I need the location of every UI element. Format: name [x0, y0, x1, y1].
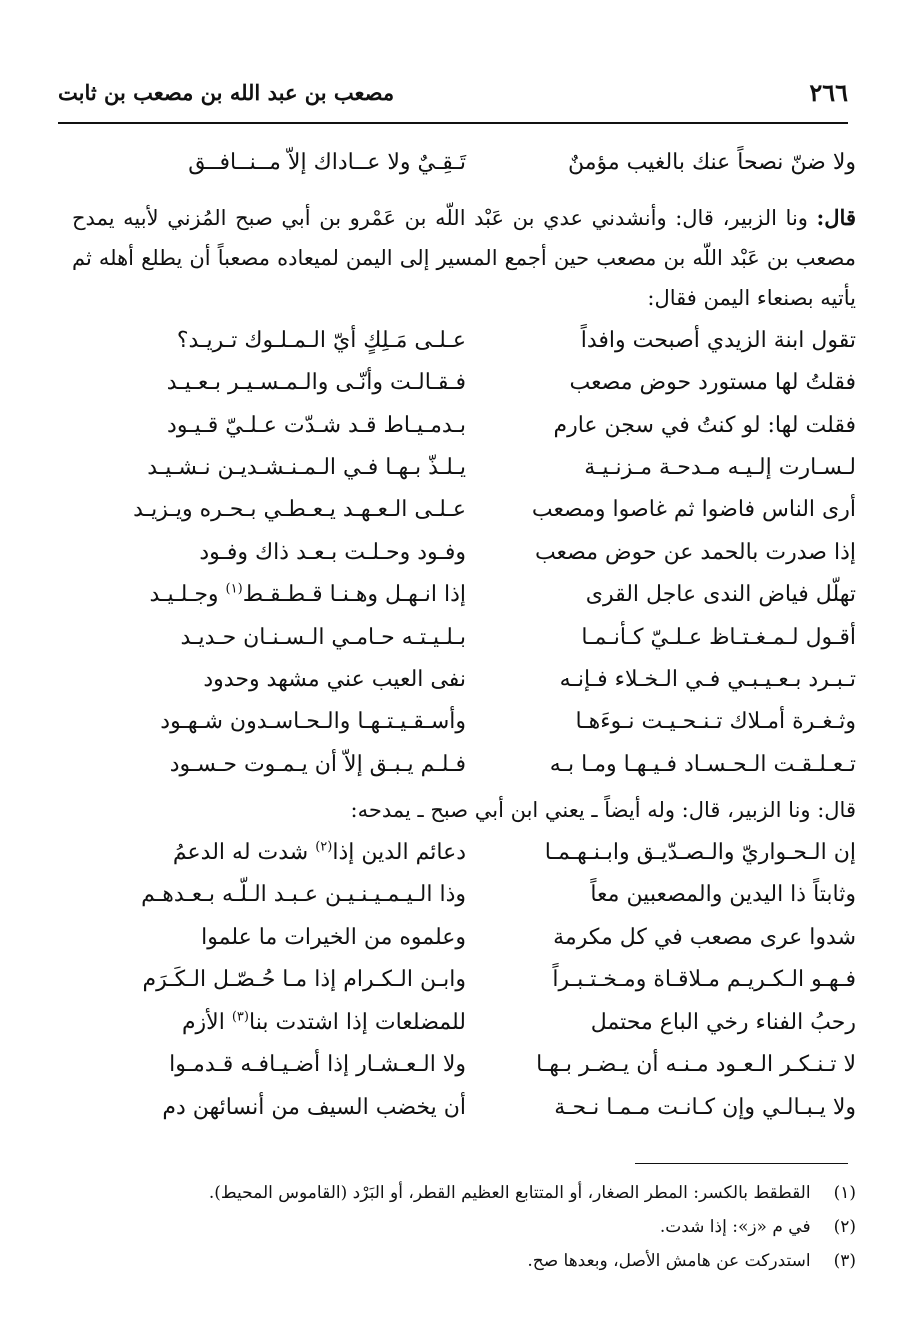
poem1-verse	[136, 709, 856, 749]
verse-second-hemistich: بـدمـيـاط قـد شـدّت عـلـيّ قـيـود	[167, 413, 466, 438]
verse-second-hemistich: وأسـقـيـتـهـا والـحـاسـدون شـهـود	[160, 709, 466, 734]
footnote-text: استدركت عن هامش الأصل، وبعدها صح.	[527, 1251, 811, 1271]
verse-first-hemistich: ولا ضنّ نصحاً عنك بالغيب مؤمنٌ	[567, 150, 856, 175]
verse-first-hemistich: وثابتاً ذا اليدين والمصعبين معاً	[590, 882, 856, 907]
verse-second-hemistich: نفى العيب عني مشهد وحدود	[203, 667, 466, 692]
poem2-verse	[136, 925, 856, 965]
footnote-number: (٢)	[833, 1217, 856, 1237]
poem2-verse	[136, 1010, 856, 1050]
poem2-verse	[136, 840, 856, 880]
verse-second-hemistich	[136, 1010, 466, 1035]
intro-text: ونا الزبير، قال: وأنشدني عدي بن عَبْد اللّه بن عَمْرو بن أبي صبح المُزني لأبيه يمدح مصعب بن عَبْد اللّه بن مصعب حين أجمع المسير إلى اليمن لميعاده مصعباً أن يطلع أهله ثم يأتيه بصنعاء اليمن فقال:	[72, 206, 856, 310]
poem1-verse	[136, 667, 856, 707]
footnote-number: (١)	[833, 1183, 856, 1203]
poem1-verse	[136, 625, 856, 665]
verse-first-hemistich: لا تـنـكـر الـعـود مـنـه أن يـضـر بـهـا	[536, 1052, 856, 1077]
verse-second-hemistich: وابـن الـكـرام إذا مـا حُـصّـل الـكَـرَم	[142, 967, 466, 992]
verse-first-hemistich: تـبـرد بـعـيـبـي فـي الـخـلاء فـإنـه	[559, 667, 856, 692]
hemistich-text: للمضلعات إذا اشتدت بنا	[248, 1010, 466, 1035]
opening-verse	[136, 150, 856, 190]
poem1-verse	[136, 413, 856, 453]
footnote-number: (٣)	[833, 1251, 856, 1271]
verse-first-hemistich: فقلتُ لها مستورد حوض مصعب	[569, 370, 856, 395]
footnote-marker[interactable]: (٣)	[231, 1009, 249, 1025]
verse-second-hemistich: فـلـم يـبـق إلاّ أن يـمـوت حـسـود	[169, 752, 466, 777]
poem1-verse	[136, 540, 856, 580]
verse-second-hemistich: فـقـالـت وأنّـى والـمـسـيـر بـعـيـد	[166, 370, 466, 395]
poem2-verse	[136, 1095, 856, 1135]
footnote	[72, 1210, 856, 1244]
poem2-verse	[136, 1052, 856, 1092]
footnote-divider	[635, 1163, 848, 1164]
header-divider	[58, 122, 848, 124]
verse-second-hemistich: وعلموه من الخيرات ما علموا	[201, 925, 466, 950]
poem2-verse	[136, 882, 856, 922]
verse-first-hemistich: ولا يـبـالـي وإن كـانـت مـمـا نـحـة	[554, 1095, 856, 1120]
footnote	[72, 1176, 856, 1210]
verse-second-hemistich: وفـود وحـلـت بـعـد ذاك وفـود	[199, 540, 466, 565]
intro-paragraph	[72, 198, 856, 318]
page-header	[58, 78, 848, 118]
footnote-text: في م «ز»: إذا شدت.	[659, 1217, 811, 1237]
verse-second-hemistich: عـلـى الـعـهـد يـعـطـي بـحـره ويـزيـد	[133, 497, 466, 522]
verse-first-hemistich: تقول ابنة الزيدي أصبحت وافداً	[580, 328, 856, 353]
intro-lead: قال:	[816, 205, 856, 230]
poem1-verse	[136, 328, 856, 368]
verse-first-hemistich: فـهـو الـكـريـم مـلاقـاة ومـخـتـبـراً	[552, 967, 856, 992]
verse-first-hemistich: شدوا عرى مصعب في كل مكرمة	[553, 925, 856, 950]
verse-second-hemistich	[136, 840, 466, 865]
intro2-paragraph	[72, 792, 856, 828]
poem1-verse	[133, 497, 856, 537]
page-number: ٢٦٦	[809, 78, 848, 107]
verse-first-hemistich: إذا صدرت بالحمد عن حوض مصعب	[534, 540, 856, 565]
verse-first-hemistich: تهلّل فياض الندى عاجل القرى	[585, 582, 856, 607]
verse-second-hemistich: ولا الـعـشـار إذا أضـيـافـه قـدمـوا	[169, 1052, 466, 1077]
verse-first-hemistich: أرى الناس فاضوا ثم غاصوا ومصعب	[531, 497, 856, 522]
verse-second-hemistich: أن يخضب السيف من أنسائهن دم	[162, 1095, 466, 1120]
verse-second-hemistich: بـلـيـتـه حـامـي الـسـنـان حـديـد	[180, 625, 466, 650]
hemistich-text: الأزم	[181, 1010, 232, 1035]
running-title: مصعب بن عبد الله بن مصعب بن ثابت	[58, 80, 395, 105]
footnote-text: القطقط بالكسر: المطر الصغار، أو المتتابع العظيم القطر، أو البَرْد (القاموس المحيط).	[208, 1183, 811, 1203]
poem1-verse	[136, 582, 856, 622]
verse-first-hemistich: رحبُ الفناء رخي الباع محتمل	[590, 1010, 856, 1035]
verse-first-hemistich: وثـغـرة أمـلاك تـنـحـيـت نـوءَهـا	[575, 709, 856, 734]
verse-second-hemistich: عـلـى مَـلِكٍ أيّ الـمـلـوك تـريـد؟	[176, 328, 466, 353]
verse-first-hemistich: أقـول لـمـغـتـاظ عـلـيّ كـأنـمـا	[581, 625, 856, 650]
footnote	[72, 1244, 856, 1278]
verse-first-hemistich: إن الـحـواريّ والـصـدّيـق وابـنـهـمـا	[544, 840, 856, 865]
footnote-marker[interactable]: (٢)	[315, 839, 333, 855]
verse-second-hemistich	[136, 582, 466, 607]
hemistich-text: شدت له الدعمُ	[172, 840, 316, 865]
verse-first-hemistich: تـعـلـقـت الـحـسـاد فـيـهـا ومـا بـه	[549, 752, 856, 777]
verse-second-hemistich: وذا الـيـمـيـنـيـن عـبـد الـلّـه بـعـدهـم	[141, 882, 466, 907]
hemistich-text: وجـلـيـد	[149, 582, 226, 607]
poem1-verse	[136, 370, 856, 410]
footnotes	[72, 1176, 856, 1278]
verse-second-hemistich: تَـقِـيٌ ولا عــاداك إلاّ مــنــافــق	[188, 150, 466, 175]
hemistich-text: إذا انـهـل وهـنـا قـطـقـط	[242, 582, 466, 607]
intro2-text: قال: ونا الزبير، قال: وله أيضاً ـ يعني ابن أبي صبح ـ يمدحه:	[350, 798, 856, 822]
poem1-verse	[136, 752, 856, 792]
footnote-marker[interactable]: (١)	[225, 581, 243, 597]
hemistich-text: دعائم الدين إذا	[332, 840, 466, 865]
poem2-verse	[136, 967, 856, 1007]
poem1-verse	[136, 455, 856, 495]
verse-second-hemistich: يـلـذّ بـهـا فـي الـمـنـشـديـن نـشـيـد	[147, 455, 466, 480]
verse-first-hemistich: فقلت لها: لو كنتُ في سجن عارم	[553, 413, 856, 438]
verse-first-hemistich: لـسـارت إلـيـه مـدحـة مـزنـيـة	[584, 455, 856, 480]
